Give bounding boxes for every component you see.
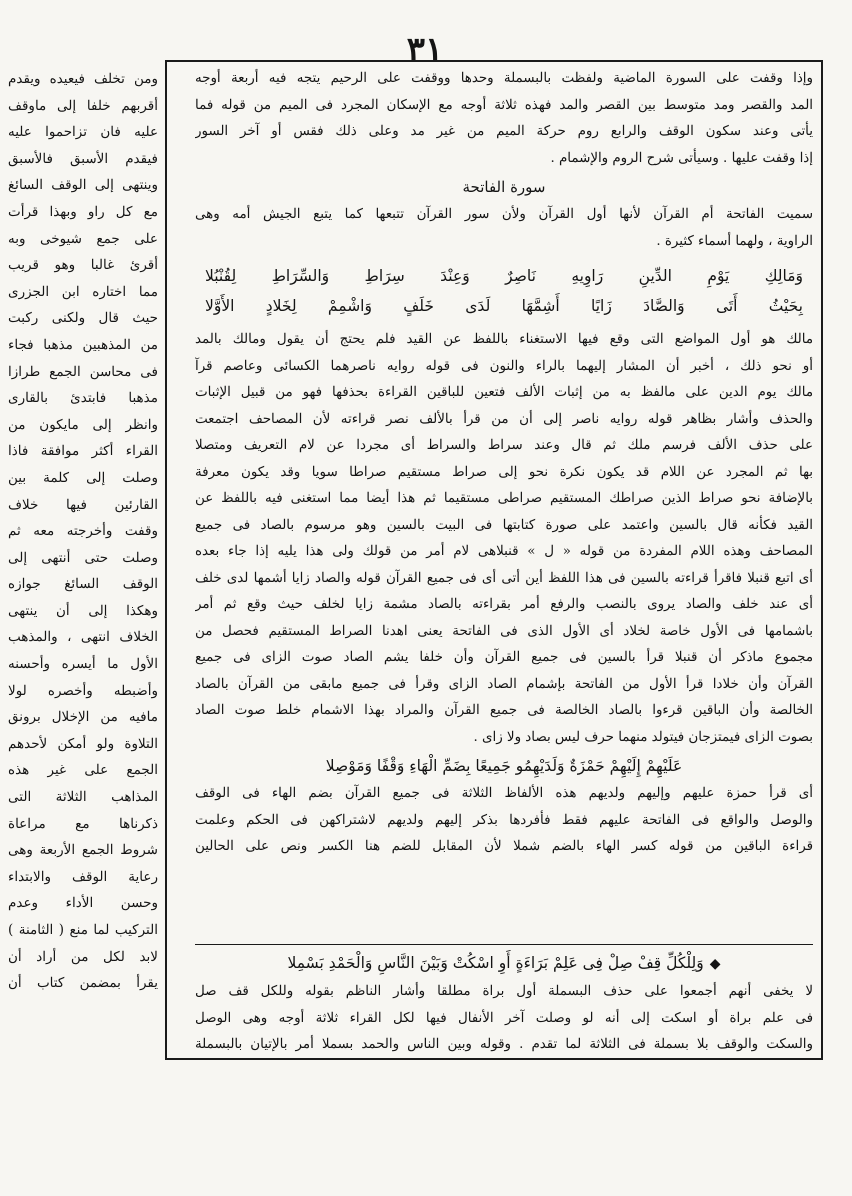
side-line: على جمع شيوخى وبه	[8, 230, 158, 247]
fatiha-intro-line: سميت الفاتحة أم القرآن لأنها أول القرآن ولأن سور القرآن تتبعها كما يتبع الجيش أمه وهى	[195, 207, 813, 222]
side-line: وهكذا إلى أن ينتهى	[8, 602, 158, 619]
side-line: مما اختاره ابن الجزرى	[8, 283, 158, 300]
commentary-line: أى عند خلف والصاد يروى بالنصب والرفع أمر بقراءته بالصاد مشمة زايا لخلف حيث وقع ثم أمر	[195, 597, 813, 612]
commentary-line: أى قرأ حمزة عليهم وإليهم ولديهم هذه الألفاظ الثلاثة فى جميع القرآن بضم الهاء فى الوقف	[195, 786, 813, 801]
main-text-block	[195, 66, 813, 946]
side-line: القارئين فيها خلاف	[8, 496, 158, 513]
commentary-line: لا يخفى أنهم أجمعوا على حذف البسملة أول براة مطلقا وأشار الناظم بقوله وللكل قف صل	[195, 984, 813, 999]
commentary-line: قراءة الباقين من قوله كسر الهاء بالضم شملا لأن المقابل للضم هنا الكسر ونص على الحالين	[195, 839, 813, 854]
side-line: الوقف السائغ جوازه	[8, 576, 158, 593]
commentary-line: الخالصة وأن الباقين قرءوا بالصاد الخالصة فى جميع القرآن والمراد بهذا الاشمام خلط صوت الصاد	[195, 703, 813, 718]
side-line: الخلاف انتهى ، والمذهب	[8, 629, 158, 646]
side-line: التلاوة ولو أمكن لأحدهم	[8, 735, 158, 752]
side-line: وحسن الأداء وعدم	[8, 895, 158, 912]
side-line: رعاية الوقف والابتداء	[8, 868, 158, 885]
side-line: وانظر إلى مايكون من	[8, 416, 158, 433]
section-divider	[195, 944, 813, 945]
commentary-line: بالإضافة نحو صراط الذين صراطك المستقيم صراطى مستقيما ثم هذا أيضا مما استغنى فيه باللفظ عن	[195, 491, 813, 506]
verse-line: وَمَالِكِ يَوْمِ الدِّينِ رَاوِيهِ نَاصِرٌ وَعِنْدَ سِرَاطِ وَالسِّرَاطِ لِقُنْبُلا	[205, 267, 803, 285]
side-line: وينتهى إلى الوقف السائغ	[8, 177, 158, 194]
side-line: شروط الجمع الأربعة وهى	[8, 842, 158, 859]
side-line: مافيه من الإخلال برونق	[8, 709, 158, 726]
commentary-line: والوصل والواقع فى الفاتحة عليهم فقط فأفردها بذكر إليهم ولديهم لاشتراكهن فى الحكم وعلمت	[195, 812, 813, 828]
side-column	[8, 66, 158, 1186]
side-line: أقرئ غالبا وهو قريب	[8, 257, 158, 274]
side-line: الأول ما أيسره وأحسنه	[8, 656, 158, 673]
commentary-line: والحذف وأشار بظاهر قوله روايه ناصر إلى أن من قرأ بالألف نصر قراءته لأن المصاحف اجتمعت	[195, 411, 813, 427]
side-line: فيقدم الأسبق فالأسبق	[8, 150, 158, 167]
commentary-line: المصاحف وهذه اللام المفردة من قوله « ل » قنبلاهى لام أمر من قولك ولى هذا يليه إذا جاء بعده	[195, 544, 813, 559]
side-line: التركيب لما منع ( الثامنة )	[8, 922, 158, 938]
commentary-line: والسكت والوقف بلا بسملة فى الثلاثة لما تقدم . وقوله وبين الناس والحمد بسملا أمر بالإتيان بالبسملة	[195, 1037, 813, 1052]
commentary-line: مالك يوم الدين على مالفظ به من إثبات الألف فتعين للباقين القراءة بحذفها فهو من قبيل الإثبات	[195, 385, 813, 400]
commentary-line: بها ثم المجرد عن اللام قد يكون نكرة نحو إلى صراط مستقيم صراطا سويا وقد يكون معرفة	[195, 464, 813, 480]
side-line: وصلت إلى كلمة بين	[8, 469, 158, 486]
lower-text-block	[195, 948, 813, 1059]
commentary-line: مجموع ماذكر أن قنبلا قرأ بالسين فى جميع القرآن وأن خلفا يشم الصاد صوت الزاى فى جميع	[195, 650, 813, 665]
side-line: الجمع على غير هذه	[8, 762, 158, 779]
side-line: مذهبا فابتدئ بالقارى	[8, 390, 158, 407]
side-line: وصلت حتى أنتهى إلى	[8, 549, 158, 566]
commentary-line: أو نحو ذلك ، أخبر أن المشار إليهما بالراء والنون فى قوله روايه ناصرهما الكسائى وعاصم قرآ	[195, 358, 813, 374]
side-line: المذاهب الثلاثة التى	[8, 789, 158, 806]
commentary-line: القرآن وأن خلادا قرأ الأول من الفاتحة بإشمام الصاد الزاى وقرأ فى جميع مابقى من القرآن بالصاد	[195, 676, 813, 692]
commentary-line: فى علم براة أو اسكت إلى أنه لو وصلت آخر الأنفال فيها لكل القراء ثلاثة أوجه وهى الوصل	[195, 1010, 813, 1026]
side-line: وأضبطه وأخصره لولا	[8, 682, 158, 699]
side-line: حيث قال ولكنى ركبت	[8, 310, 158, 327]
commentary-line: مالك هو أول المواضع التى وقع فيها الاستغناء باللفظ عن القيد فلم يحتج أن يقول ومالك بالمد	[195, 332, 813, 347]
intro-line: وإذا وقفت على السورة الماضية ولفظت بالبسملة وحدها ووقفت على الرحيم يتجه فيه أربعة أوجه	[195, 71, 813, 86]
side-line: من المذهبين مذهبا فجاء	[8, 336, 158, 353]
commentary-line: القيد فكأنه قال بالسين واعتمد على صورة كتابتها فى البيت بالسين وهو مرسوم بالصاد فى جميع	[195, 517, 813, 533]
intro-line: المد والقصر ومد متوسط بين القصر والمد فهذه ثلاثة أوجه مع الإسكان المجرد فى الميم من قوله فما	[195, 97, 813, 113]
fatiha-intro-line: الراوية ، ولهما أسماء كثيرة .	[656, 233, 813, 249]
commentary-line: بصوت الزاى فيمتزجان فيتولد منهما حرف ليس بصاد ولا زاى .	[473, 729, 813, 745]
page-number: ٣١	[406, 30, 444, 70]
surah-title: سورة الفاتحة	[462, 178, 546, 196]
side-line: مع كل راو وبهذا قرأت	[8, 203, 158, 220]
verse-line	[195, 948, 813, 979]
side-line: يقرأ بمضمن كتاب أن	[8, 975, 158, 992]
commentary-line: على حذف الألف فرسم ملك ثم قال وعند سراط والسراط أى مجردا عن لام التعريف ومتصلا	[195, 438, 813, 453]
commentary-line: أى اتبع قنبلا فاقرأ قراءته بالسين فى هذا اللفظ أين أتى أى فى جميع القرآن قوله والصاد زايا أشمها لدى خلف	[195, 570, 813, 586]
side-line: لابد لكل من أراد أن	[8, 948, 158, 965]
side-line: ذكرناها مع مراعاة	[8, 815, 158, 832]
side-line: فى محاسن الجمع طرازا	[8, 363, 158, 380]
verse-line: عَلَيْهِمْ إِلَيْهِمْ حَمْزَةٌ وَلَدَيْهِمُو جَمِيعًا بِضَمِّ الْهَاءِ وَقْفًا وَمَوْصِلا	[325, 757, 683, 775]
side-line: أقربهم خلفا إلى ماوقف	[8, 97, 158, 114]
verse-text: وَلِلْكُلِّ قِفْ صِلْ فِى عَلِمْ بَرَاءَةٍ أَوِ اسْكُتْ وَبَيْنَ النَّاسِ وَالْحَمْدِ بَسْمِلا	[287, 954, 704, 972]
side-line: ومن تخلف فيعيده ويقدم	[8, 71, 158, 87]
verse-line: بِحَيْثُ أَتَى وَالصَّادَ زَايًا أَشِمَّهَا لَدَى خَلَفٍ وَاشْمِمْ لِخَلادٍ الأَوَّلا	[205, 297, 803, 315]
commentary-line: باشمامها فى الأول خاصة لخلاد أى الأول الذى فى الفاتحة يعنى اهدنا الصراط المستقيم فحصل من	[195, 623, 813, 639]
intro-line: إذا وقفت عليها . وسيأتى شرح الروم والإشمام .	[550, 150, 813, 166]
intro-line: يأتى وعند سكون الوقف والرابع روم حركة الميم من غير مد وعلى ذلك فقس أو آخر السور	[195, 124, 813, 139]
bullet-icon: ◆	[709, 956, 721, 972]
side-line: القراء أكثر موافقة فاذا	[8, 443, 158, 460]
side-line: عليه فان تزاحموا عليه	[8, 124, 158, 141]
side-line: وقفت وأخرجته معه ثم	[8, 523, 158, 540]
